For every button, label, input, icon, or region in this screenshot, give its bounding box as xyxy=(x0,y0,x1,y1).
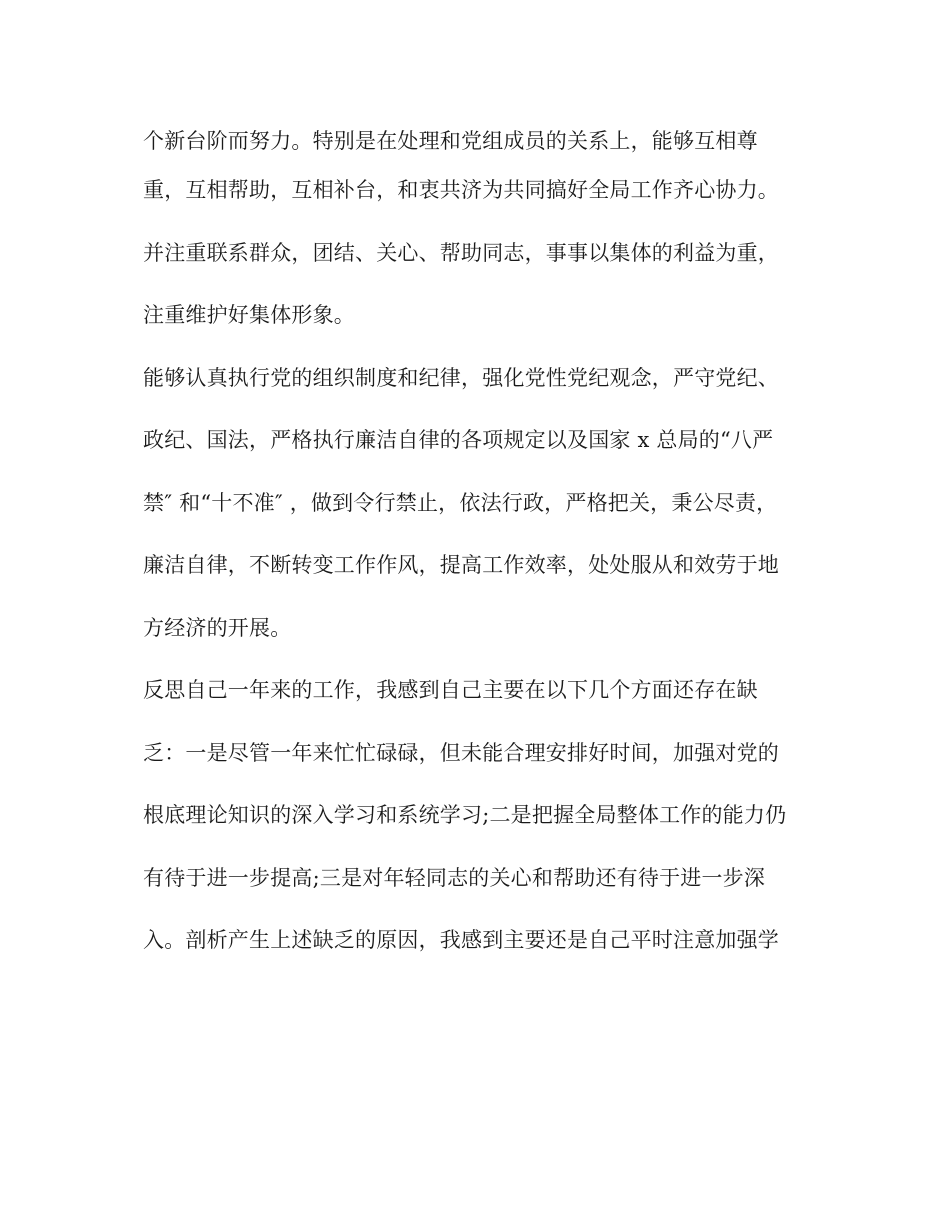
text-line: 政纪、国法，严格执行廉洁自律的各项规定以及国家 x 总局的“八严 xyxy=(143,428,774,452)
text-line: 方经济的开展。 xyxy=(143,616,292,640)
text-line: 廉洁自律，不断转变工作作风，提高工作效率，处处服从和效劳于地 xyxy=(143,553,779,577)
text-line: 有待于进一步提高;三是对年轻同志的关心和帮助还有待于进一步深 xyxy=(143,866,766,890)
text-line: 能够认真执行党的组织制度和纪律，强化党性党纪观念，严守党纪、 xyxy=(143,366,779,390)
text-line: 并注重联系群众，团结、关心、帮助同志，事事以集体的利益为重， xyxy=(143,241,779,265)
text-line: 注重维护好集体形象。 xyxy=(143,303,355,327)
text-line: 入。剖析产生上述缺乏的原因，我感到主要还是自己平时注意加强学 xyxy=(143,928,779,952)
text-line: 乏：一是尽管一年来忙忙碌碌，但未能合理安排好时间，加强对党的 xyxy=(143,741,779,765)
text-line: 根底理论知识的深入学习和系统学习;二是把握全局整体工作的能力仍 xyxy=(143,803,787,827)
text-line: 重，互相帮助，互相补台，和衷共济为共同搞好全局工作齐心协力。 xyxy=(143,178,779,202)
text-line: 个新台阶而努力。特别是在处理和党组成员的关系上，能够互相尊 xyxy=(143,129,758,153)
text-line: 反思自己一年来的工作，我感到自己主要在以下几个方面还存在缺 xyxy=(143,678,758,702)
text-line: 禁″ 和“十不准″ ，做到令行禁止，依法行政，严格把关，秉公尽责， xyxy=(143,491,778,515)
